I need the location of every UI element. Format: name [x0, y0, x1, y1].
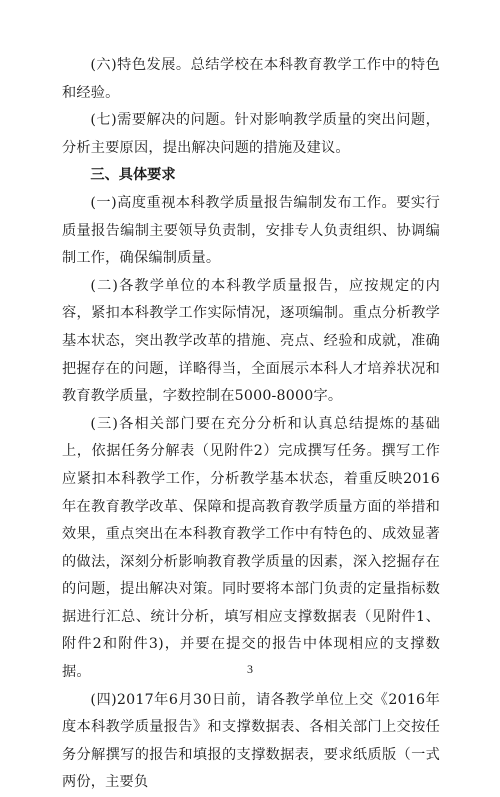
page-number: 3	[247, 662, 253, 676]
section-heading: 三、具体要求	[90, 167, 176, 184]
requirement-4: (四)2017年6月30日前，请各教学单位上交《2016年度本科教学质量报告》和支撑数据表、各相关部门上交按任务分解撰写的报告和填报的支撑数据表，要求纸质版（一式两份，主要负	[62, 691, 440, 791]
requirement-3: (三)各相关部门要在充分分析和认真总结提炼的基础上，依据任务分解表（见附件2）完成撰写任务。撰写工作应紧扣本科教学工作，分析教学基本状态，着重反映2016年在教育教学改革、保障和提高教育教学质量方面的举措和效果，重点突出在本科教育教学工作中有特色的、成效显著的做法，深刻分析影响教育教学质量的因素，深入挖掘存在的问题，提出解决对策。同时要将本部门负责的定量指标数据进行汇总、统计分析，填写相应支撑数据表（见附件1、附件2和附件3)，并要在提交的报告中体现相应的支撑数据。	[62, 415, 440, 681]
requirement-1: (一)高度重视本科教学质量报告编制发布工作。要实行质量报告编制主要领导负责制，安排专人负责组织、协调编制工作，确保编制质量。	[62, 194, 440, 267]
requirement-2: (二)各教学单位的本科教学质量报告，应按规定的内容，紧扣本科教学工作实际情况，逐项编制。重点分析教学基本状态，突出教学改革的措施、亮点、经验和成就，准确把握存在的问题，详略得当，全面展示本科人才培养状况和教育教学质量，字数控制在5000-8000字。	[62, 277, 440, 405]
paragraph-problems-to-solve: (七)需要解决的问题。针对影响教学质量的突出问题，分析主要原因，提出解决问题的措施及建议。	[62, 112, 440, 156]
document-body	[62, 52, 440, 797]
paragraph-special-development: (六)特色发展。总结学校在本科教育教学工作中的特色和经验。	[62, 57, 440, 101]
